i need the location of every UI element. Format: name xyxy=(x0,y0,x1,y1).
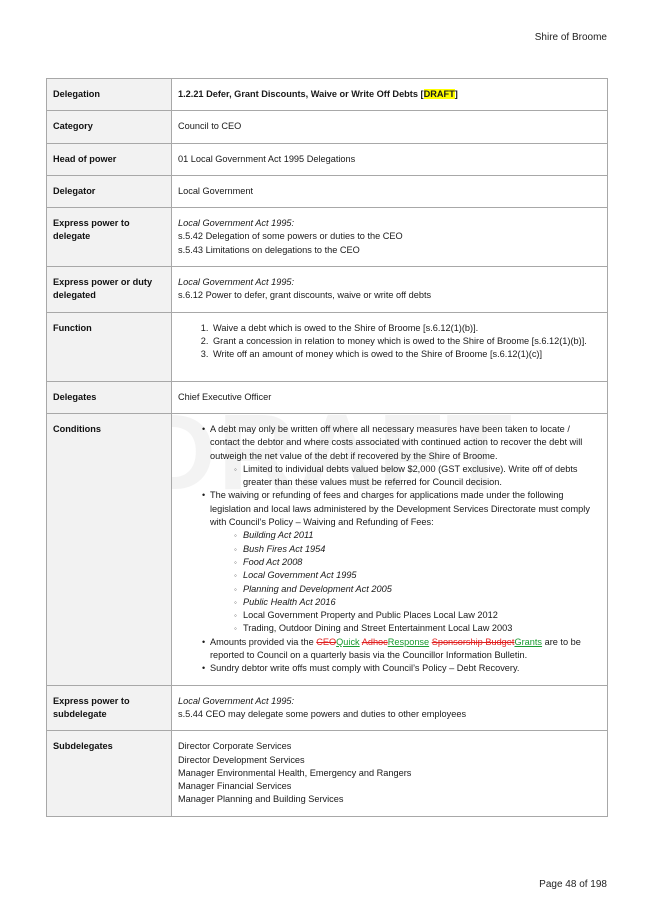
act-name: Local Government Act 1995: xyxy=(178,277,295,288)
row-function xyxy=(47,312,608,381)
value-express-power-to-subdelegate xyxy=(172,685,608,731)
function-item: 2. Grant a concession in relation to money which is owed to the Shire of Broome [s.6.12(1)(b)]. xyxy=(211,335,601,348)
condition-text: Amounts provided via the xyxy=(210,636,317,647)
value-head-of-power: 01 Local Government Act 1995 Delegations xyxy=(172,143,608,175)
legislation-item: ◦ Local Government Act 1995 xyxy=(243,569,601,582)
value-category: Council to CEO xyxy=(172,111,608,143)
value-delegation xyxy=(172,79,608,111)
page-number: Page 48 of 198 xyxy=(539,879,607,890)
condition-item xyxy=(210,489,601,635)
label-delegation: Delegation xyxy=(47,79,172,111)
row-conditions xyxy=(47,413,608,685)
row-category xyxy=(47,111,608,143)
label-express-power-delegated: Express power or duty delegated xyxy=(47,267,172,313)
condition-subitem: ◦ Limited to individual debts valued below $2,000 (GST exclusive). Write off of debts greater than these values must be referred for Council decision. xyxy=(243,463,601,490)
label-express-power-to-delegate: Express power to delegate xyxy=(47,208,172,267)
value-express-power-to-delegate xyxy=(172,208,608,267)
label-conditions: Conditions xyxy=(47,413,172,685)
function-item: 3. Write off an amount of money which is owed to the Shire of Broome [s.6.12(1)(c)] xyxy=(211,348,601,361)
act-name: Local Government Act 1995: xyxy=(178,218,295,229)
value-express-power-delegated xyxy=(172,267,608,313)
condition-text: A debt may only be written off where all necessary measures have been taken to locate / contact the debtor and where costs associated with continued action to recover the debt will outweigh the net value of the debt if recovered by the Shire of Broome. xyxy=(210,423,583,461)
legislation-item: ◦ Building Act 2011 xyxy=(243,529,601,542)
tracked-insertion: Quick xyxy=(336,636,360,647)
value-conditions xyxy=(172,413,608,685)
tracked-deletion: Sponsorship Budget xyxy=(431,636,515,647)
label-category: Category xyxy=(47,111,172,143)
subdelegate-item: Manager Environmental Health, Emergency and Rangers xyxy=(178,767,412,778)
conditions-list xyxy=(178,423,601,676)
value-function xyxy=(172,312,608,381)
legislation-item: ◦ Food Act 2008 xyxy=(243,556,601,569)
label-head-of-power: Head of power xyxy=(47,143,172,175)
page-header-organization: Shire of Broome xyxy=(534,32,607,43)
label-delegates: Delegates xyxy=(47,381,172,413)
row-subdelegates xyxy=(47,731,608,816)
row-head-of-power xyxy=(47,143,608,175)
section-line: s.5.43 Limitations on delegations to the CEO xyxy=(178,244,360,255)
condition-item xyxy=(210,423,601,489)
row-delegates xyxy=(47,381,608,413)
function-list xyxy=(178,322,601,362)
row-express-power-to-delegate xyxy=(47,208,608,267)
local-law-item: ◦ Trading, Outdoor Dining and Street Entertainment Local Law 2003 xyxy=(243,622,601,635)
draft-badge: DRAFT xyxy=(423,89,455,99)
condition-text: are to be reported to Council on a quarterly basis via the Councillor Information Bulletin. xyxy=(210,636,581,661)
delegation-table xyxy=(46,78,608,817)
delegation-title: 1.2.21 Defer, Grant Discounts, Waive or Write Off Debts [ xyxy=(178,89,424,99)
subdelegate-item: Manager Planning and Building Services xyxy=(178,794,344,805)
condition-sublist xyxy=(210,463,601,490)
value-delegator: Local Government xyxy=(172,175,608,207)
section-line: s.5.42 Delegation of some powers or duties to the CEO xyxy=(178,231,403,242)
row-express-power-delegated xyxy=(47,267,608,313)
condition-item: • Sundry debtor write offs must comply with Council’s Policy – Debt Recovery. xyxy=(210,662,601,675)
label-express-power-to-subdelegate: Express power to subdelegate xyxy=(47,685,172,731)
value-delegates: Chief Executive Officer xyxy=(172,381,608,413)
tracked-deletion: Adhoc xyxy=(361,636,388,647)
delegation-title-end: ] xyxy=(454,89,458,99)
subdelegate-item: Director Corporate Services xyxy=(178,741,292,752)
tracked-deletion: CEO xyxy=(316,636,337,647)
legislation-item: ◦ Bush Fires Act 1954 xyxy=(243,543,601,556)
label-function: Function xyxy=(47,312,172,381)
subdelegate-item: Director Development Services xyxy=(178,754,305,765)
row-express-power-to-subdelegate xyxy=(47,685,608,731)
tracked-insertion: Response xyxy=(387,636,430,647)
function-item: 1. Waive a debt which is owed to the Shire of Broome [s.6.12(1)(b)]. xyxy=(211,322,601,335)
tracked-insertion: Grants xyxy=(514,636,543,647)
section-line: s.6.12 Power to defer, grant discounts, waive or write off debts xyxy=(178,290,432,301)
condition-item xyxy=(210,636,601,663)
condition-text: The waiving or refunding of fees and charges for applications made under the following legislation and local laws administered by the Development Services Directorate must comply with Council’s Policy – Waiving and Refunding of Fees: xyxy=(210,490,590,528)
row-delegation xyxy=(47,79,608,111)
act-name: Local Government Act 1995: xyxy=(178,695,295,706)
subdelegate-item: Manager Financial Services xyxy=(178,781,292,792)
local-law-item: ◦ Local Government Property and Public Places Local Law 2012 xyxy=(243,609,601,622)
label-delegator: Delegator xyxy=(47,175,172,207)
value-subdelegates xyxy=(172,731,608,816)
section-line: s.5.44 CEO may delegate some powers and duties to other employees xyxy=(178,708,467,719)
legislation-item: ◦ Planning and Development Act 2005 xyxy=(243,583,601,596)
legislation-item: ◦ Public Health Act 2016 xyxy=(243,596,601,609)
legislation-list xyxy=(210,529,601,635)
label-subdelegates: Subdelegates xyxy=(47,731,172,816)
row-delegator xyxy=(47,175,608,207)
